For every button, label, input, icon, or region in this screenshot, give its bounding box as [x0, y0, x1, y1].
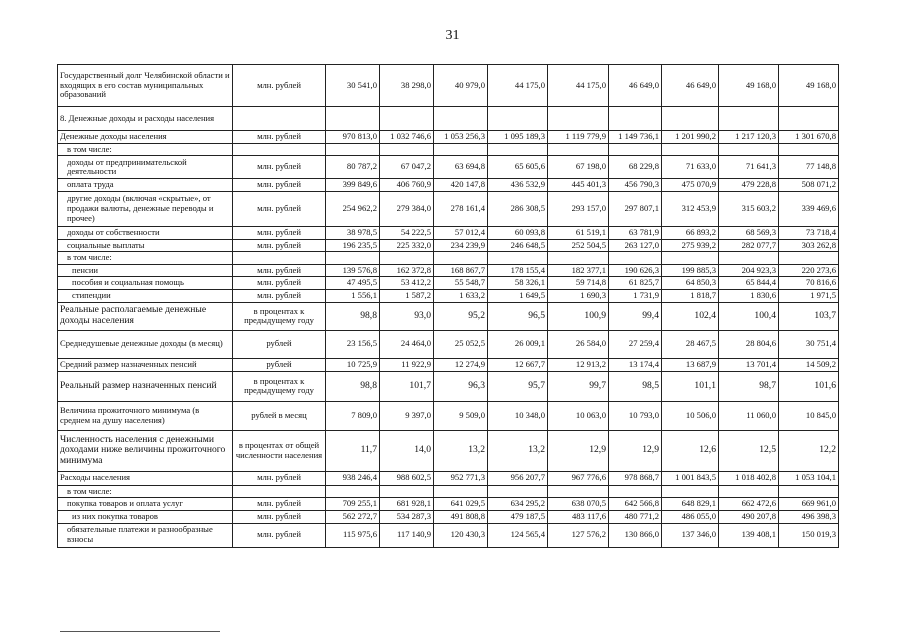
value-cell: 96,5	[488, 302, 548, 330]
row-label: Государственный долг Челябинской области и входящих в его состав муниципальных образований	[58, 65, 233, 107]
value-cell: 1 971,5	[779, 290, 839, 303]
value-cell: 58 326,1	[488, 277, 548, 290]
value-cell: 12 274,9	[434, 358, 488, 371]
value-cell: 10 506,0	[662, 401, 719, 430]
value-cell: 681 928,1	[380, 498, 434, 511]
value-cell: 483 117,6	[548, 510, 609, 523]
table-row	[58, 302, 839, 330]
value-cell: 10 348,0	[488, 401, 548, 430]
value-cell: 98,5	[609, 371, 662, 401]
value-cell: 204 923,3	[719, 264, 779, 277]
value-cell: 1 830,6	[719, 290, 779, 303]
value-cell: 117 140,9	[380, 523, 434, 547]
value-cell: 297 807,1	[609, 191, 662, 226]
value-cell: 168 867,7	[434, 264, 488, 277]
value-cell: 1 053 256,3	[434, 131, 488, 144]
value-cell: 60 093,8	[488, 226, 548, 239]
row-label: Средний размер назначенных пенсий	[58, 358, 233, 371]
table-row	[58, 65, 839, 107]
value-cell: 1 301 670,8	[779, 131, 839, 144]
row-label: из них покупка товаров	[58, 510, 233, 523]
row-label: Реальные располагаемые денежные доходы населения	[58, 302, 233, 330]
value-cell: 978 868,7	[609, 471, 662, 485]
value-cell: 648 829,1	[662, 498, 719, 511]
value-cell: 634 295,2	[488, 498, 548, 511]
value-cell: 66 893,2	[662, 226, 719, 239]
row-unit: млн. рублей	[233, 510, 326, 523]
row-label: покупка товаров и оплата услуг	[58, 498, 233, 511]
value-cell: 13,2	[488, 430, 548, 471]
row-label: стипендии	[58, 290, 233, 303]
row-label: доходы от предпринимательской деятельности	[58, 156, 233, 179]
value-cell: 137 346,0	[662, 523, 719, 547]
value-cell: 669 961,0	[779, 498, 839, 511]
row-label: пособия и социальная помощь	[58, 277, 233, 290]
row-unit: в процентах к предыдущему году	[233, 302, 326, 330]
row-label: доходы от собственности	[58, 226, 233, 239]
value-cell: 190 626,3	[609, 264, 662, 277]
value-cell: 638 070,5	[548, 498, 609, 511]
value-cell	[719, 485, 779, 498]
value-cell: 95,2	[434, 302, 488, 330]
value-cell	[779, 107, 839, 131]
value-cell: 436 532,9	[488, 179, 548, 192]
value-cell: 26 009,1	[488, 330, 548, 358]
value-cell: 254 962,2	[326, 191, 380, 226]
page-number: 31	[445, 28, 460, 43]
value-cell: 127 576,2	[548, 523, 609, 547]
value-cell: 1 556,1	[326, 290, 380, 303]
value-cell: 491 808,8	[434, 510, 488, 523]
value-cell	[434, 485, 488, 498]
value-cell: 263 127,0	[609, 239, 662, 252]
value-cell: 95,7	[488, 371, 548, 401]
row-label: Расходы населения	[58, 471, 233, 485]
value-cell: 71 633,0	[662, 156, 719, 179]
value-cell: 406 760,9	[380, 179, 434, 192]
value-cell	[326, 252, 380, 265]
value-cell: 10 063,0	[548, 401, 609, 430]
table-row	[58, 179, 839, 192]
value-cell	[662, 252, 719, 265]
value-cell: 182 377,1	[548, 264, 609, 277]
value-cell: 486 055,0	[662, 510, 719, 523]
value-cell: 282 077,7	[719, 239, 779, 252]
value-cell: 38 978,5	[326, 226, 380, 239]
row-unit: млн. рублей	[233, 239, 326, 252]
value-cell: 64 850,3	[662, 277, 719, 290]
value-cell: 11 060,0	[719, 401, 779, 430]
value-cell: 47 495,5	[326, 277, 380, 290]
value-cell: 71 641,3	[719, 156, 779, 179]
value-cell: 40 979,0	[434, 65, 488, 107]
value-cell: 65 844,4	[719, 277, 779, 290]
value-cell	[326, 143, 380, 156]
value-cell: 562 272,7	[326, 510, 380, 523]
row-label: пенсии	[58, 264, 233, 277]
value-cell: 130 866,0	[609, 523, 662, 547]
value-cell	[779, 485, 839, 498]
value-cell: 24 464,0	[380, 330, 434, 358]
value-cell: 1 095 189,3	[488, 131, 548, 144]
value-cell: 952 771,3	[434, 471, 488, 485]
value-cell: 199 885,3	[662, 264, 719, 277]
value-cell: 7 809,0	[326, 401, 380, 430]
value-cell: 46 649,0	[662, 65, 719, 107]
value-cell: 101,7	[380, 371, 434, 401]
table-row	[58, 290, 839, 303]
row-label: другие доходы (включая «скрытые», от продажи валюты, денежные переводы и прочее)	[58, 191, 233, 226]
value-cell: 480 771,2	[609, 510, 662, 523]
table-row	[58, 264, 839, 277]
row-unit: млн. рублей	[233, 191, 326, 226]
value-cell: 1 818,7	[662, 290, 719, 303]
value-cell	[609, 252, 662, 265]
value-cell: 101,6	[779, 371, 839, 401]
value-cell: 54 222,5	[380, 226, 434, 239]
value-cell: 312 453,9	[662, 191, 719, 226]
value-cell: 220 273,6	[779, 264, 839, 277]
value-cell: 475 070,9	[662, 179, 719, 192]
row-unit: млн. рублей	[233, 156, 326, 179]
value-cell: 11 922,9	[380, 358, 434, 371]
value-cell: 162 372,8	[380, 264, 434, 277]
value-cell: 339 469,6	[779, 191, 839, 226]
value-cell: 12 667,7	[488, 358, 548, 371]
value-cell: 479 187,5	[488, 510, 548, 523]
value-cell	[719, 107, 779, 131]
row-label: социальные выплаты	[58, 239, 233, 252]
row-label: Численность населения с денежными доходами ниже величины прожиточного минимума	[58, 430, 233, 471]
value-cell	[548, 107, 609, 131]
value-cell	[548, 252, 609, 265]
value-cell: 27 259,4	[609, 330, 662, 358]
value-cell: 1 731,9	[609, 290, 662, 303]
row-unit: рублей в месяц	[233, 401, 326, 430]
table-row	[58, 226, 839, 239]
value-cell: 98,7	[719, 371, 779, 401]
value-cell: 26 584,0	[548, 330, 609, 358]
value-cell: 420 147,8	[434, 179, 488, 192]
value-cell: 96,3	[434, 371, 488, 401]
table-row	[58, 107, 839, 131]
value-cell	[488, 143, 548, 156]
table-row	[58, 131, 839, 144]
value-cell: 59 714,8	[548, 277, 609, 290]
row-label: Реальный размер назначенных пенсий	[58, 371, 233, 401]
value-cell: 1 649,5	[488, 290, 548, 303]
row-label: Величина прожиточного минимума (в среднем на душу населения)	[58, 401, 233, 430]
value-cell: 28 804,6	[719, 330, 779, 358]
table-row	[58, 485, 839, 498]
row-unit	[233, 143, 326, 156]
value-cell	[662, 485, 719, 498]
value-cell: 534 287,3	[380, 510, 434, 523]
row-label: в том числе:	[58, 252, 233, 265]
value-cell: 139 408,1	[719, 523, 779, 547]
value-cell: 77 148,8	[779, 156, 839, 179]
value-cell: 196 235,5	[326, 239, 380, 252]
value-cell: 53 412,2	[380, 277, 434, 290]
value-cell	[380, 107, 434, 131]
row-unit: млн. рублей	[233, 264, 326, 277]
value-cell: 57 012,4	[434, 226, 488, 239]
value-cell: 988 602,5	[380, 471, 434, 485]
value-cell: 246 648,5	[488, 239, 548, 252]
row-unit: млн. рублей	[233, 179, 326, 192]
row-unit: в процентах от общей численности населения	[233, 430, 326, 471]
row-label: обязательные платежи и разнообразные взносы	[58, 523, 233, 547]
value-cell: 12,9	[609, 430, 662, 471]
value-cell: 508 071,2	[779, 179, 839, 192]
statistics-table	[57, 64, 839, 548]
value-cell	[380, 485, 434, 498]
value-cell: 28 467,5	[662, 330, 719, 358]
value-cell: 14,0	[380, 430, 434, 471]
value-cell: 13 174,4	[609, 358, 662, 371]
row-label: оплата труда	[58, 179, 233, 192]
value-cell: 100,9	[548, 302, 609, 330]
value-cell: 102,4	[662, 302, 719, 330]
value-cell	[662, 143, 719, 156]
value-cell: 275 939,2	[662, 239, 719, 252]
value-cell: 12,2	[779, 430, 839, 471]
value-cell: 1 633,2	[434, 290, 488, 303]
value-cell: 150 019,3	[779, 523, 839, 547]
value-cell: 399 849,6	[326, 179, 380, 192]
row-unit: млн. рублей	[233, 226, 326, 239]
row-unit: млн. рублей	[233, 277, 326, 290]
value-cell	[380, 143, 434, 156]
value-cell: 55 548,7	[434, 277, 488, 290]
value-cell	[609, 143, 662, 156]
table-row	[58, 510, 839, 523]
value-cell: 49 168,0	[779, 65, 839, 107]
row-unit	[233, 252, 326, 265]
value-cell	[719, 143, 779, 156]
value-cell	[380, 252, 434, 265]
value-cell: 115 975,6	[326, 523, 380, 547]
value-cell: 73 718,4	[779, 226, 839, 239]
value-cell: 103,7	[779, 302, 839, 330]
row-label: 8. Денежные доходы и расходы населения	[58, 107, 233, 131]
value-cell: 1 053 104,1	[779, 471, 839, 485]
value-cell	[609, 485, 662, 498]
table-row	[58, 523, 839, 547]
value-cell: 100,4	[719, 302, 779, 330]
value-cell: 456 790,3	[609, 179, 662, 192]
value-cell: 10 845,0	[779, 401, 839, 430]
table-row	[58, 143, 839, 156]
value-cell: 99,4	[609, 302, 662, 330]
value-cell	[779, 143, 839, 156]
value-cell: 445 401,3	[548, 179, 609, 192]
row-unit: млн. рублей	[233, 471, 326, 485]
value-cell	[488, 485, 548, 498]
value-cell	[548, 485, 609, 498]
value-cell: 38 298,0	[380, 65, 434, 107]
row-unit: млн. рублей	[233, 131, 326, 144]
value-cell: 61 519,1	[548, 226, 609, 239]
value-cell: 1 018 402,8	[719, 471, 779, 485]
value-cell: 252 504,5	[548, 239, 609, 252]
value-cell: 641 029,5	[434, 498, 488, 511]
value-cell: 178 155,4	[488, 264, 548, 277]
value-cell	[488, 107, 548, 131]
value-cell: 23 156,5	[326, 330, 380, 358]
value-cell	[434, 252, 488, 265]
row-label: в том числе:	[58, 485, 233, 498]
value-cell: 225 332,0	[380, 239, 434, 252]
value-cell	[548, 143, 609, 156]
value-cell: 13 701,4	[719, 358, 779, 371]
table-row	[58, 277, 839, 290]
value-cell: 67 047,2	[380, 156, 434, 179]
value-cell: 10 725,9	[326, 358, 380, 371]
table-row	[58, 498, 839, 511]
value-cell: 1 119 779,9	[548, 131, 609, 144]
value-cell: 278 161,4	[434, 191, 488, 226]
value-cell: 101,1	[662, 371, 719, 401]
footer-divider	[60, 631, 220, 632]
table-row	[58, 371, 839, 401]
value-cell: 279 384,0	[380, 191, 434, 226]
value-cell: 1 032 746,6	[380, 131, 434, 144]
value-cell: 12,5	[719, 430, 779, 471]
value-cell: 967 776,6	[548, 471, 609, 485]
table-row	[58, 358, 839, 371]
table-row	[58, 156, 839, 179]
value-cell: 61 825,7	[609, 277, 662, 290]
value-cell	[719, 252, 779, 265]
table-body	[58, 65, 839, 548]
row-unit: млн. рублей	[233, 65, 326, 107]
row-unit: млн. рублей	[233, 498, 326, 511]
value-cell: 286 308,5	[488, 191, 548, 226]
value-cell: 9 509,0	[434, 401, 488, 430]
value-cell: 124 565,4	[488, 523, 548, 547]
value-cell: 80 787,2	[326, 156, 380, 179]
value-cell: 98,8	[326, 302, 380, 330]
row-label: Денежные доходы населения	[58, 131, 233, 144]
value-cell: 44 175,0	[488, 65, 548, 107]
row-unit	[233, 485, 326, 498]
value-cell: 68 229,8	[609, 156, 662, 179]
value-cell: 938 246,4	[326, 471, 380, 485]
table-row	[58, 239, 839, 252]
value-cell: 1 217 120,3	[719, 131, 779, 144]
value-cell: 93,0	[380, 302, 434, 330]
value-cell: 1 149 736,1	[609, 131, 662, 144]
value-cell	[609, 107, 662, 131]
value-cell: 479 228,8	[719, 179, 779, 192]
table-row	[58, 471, 839, 485]
value-cell: 13,2	[434, 430, 488, 471]
value-cell: 11,7	[326, 430, 380, 471]
value-cell: 293 157,0	[548, 191, 609, 226]
value-cell: 234 239,9	[434, 239, 488, 252]
value-cell	[434, 107, 488, 131]
value-cell	[779, 252, 839, 265]
value-cell	[434, 143, 488, 156]
value-cell: 65 605,6	[488, 156, 548, 179]
value-cell: 642 566,8	[609, 498, 662, 511]
value-cell: 25 052,5	[434, 330, 488, 358]
value-cell: 315 603,2	[719, 191, 779, 226]
table-row	[58, 401, 839, 430]
value-cell: 70 816,6	[779, 277, 839, 290]
value-cell: 303 262,8	[779, 239, 839, 252]
value-cell: 139 576,8	[326, 264, 380, 277]
value-cell	[662, 107, 719, 131]
value-cell: 30 541,0	[326, 65, 380, 107]
value-cell: 120 430,3	[434, 523, 488, 547]
value-cell: 63 694,8	[434, 156, 488, 179]
value-cell	[326, 107, 380, 131]
value-cell: 10 793,0	[609, 401, 662, 430]
value-cell: 1 690,3	[548, 290, 609, 303]
value-cell: 662 472,6	[719, 498, 779, 511]
value-cell: 13 687,9	[662, 358, 719, 371]
table-row	[58, 191, 839, 226]
value-cell: 49 168,0	[719, 65, 779, 107]
row-label: Среднедушевые денежные доходы (в месяц)	[58, 330, 233, 358]
value-cell: 12 913,2	[548, 358, 609, 371]
row-label: в том числе:	[58, 143, 233, 156]
table-row	[58, 430, 839, 471]
value-cell: 956 207,7	[488, 471, 548, 485]
value-cell: 99,7	[548, 371, 609, 401]
table-row	[58, 330, 839, 358]
value-cell: 67 198,0	[548, 156, 609, 179]
row-unit: млн. рублей	[233, 523, 326, 547]
value-cell: 1 201 990,2	[662, 131, 719, 144]
row-unit: рублей	[233, 330, 326, 358]
value-cell: 490 207,8	[719, 510, 779, 523]
value-cell: 9 397,0	[380, 401, 434, 430]
value-cell: 14 509,2	[779, 358, 839, 371]
value-cell: 12,9	[548, 430, 609, 471]
value-cell: 1 587,2	[380, 290, 434, 303]
value-cell	[488, 252, 548, 265]
value-cell: 1 001 843,5	[662, 471, 719, 485]
row-unit: млн. рублей	[233, 290, 326, 303]
value-cell: 709 255,1	[326, 498, 380, 511]
row-unit: рублей	[233, 358, 326, 371]
value-cell	[326, 485, 380, 498]
value-cell: 44 175,0	[548, 65, 609, 107]
value-cell: 30 751,4	[779, 330, 839, 358]
value-cell: 98,8	[326, 371, 380, 401]
value-cell: 970 813,0	[326, 131, 380, 144]
value-cell: 46 649,0	[609, 65, 662, 107]
row-unit: в процентах к предыдущему году	[233, 371, 326, 401]
row-unit	[233, 107, 326, 131]
value-cell: 12,6	[662, 430, 719, 471]
value-cell: 496 398,3	[779, 510, 839, 523]
value-cell: 68 569,3	[719, 226, 779, 239]
value-cell: 63 781,9	[609, 226, 662, 239]
table-row	[58, 252, 839, 265]
